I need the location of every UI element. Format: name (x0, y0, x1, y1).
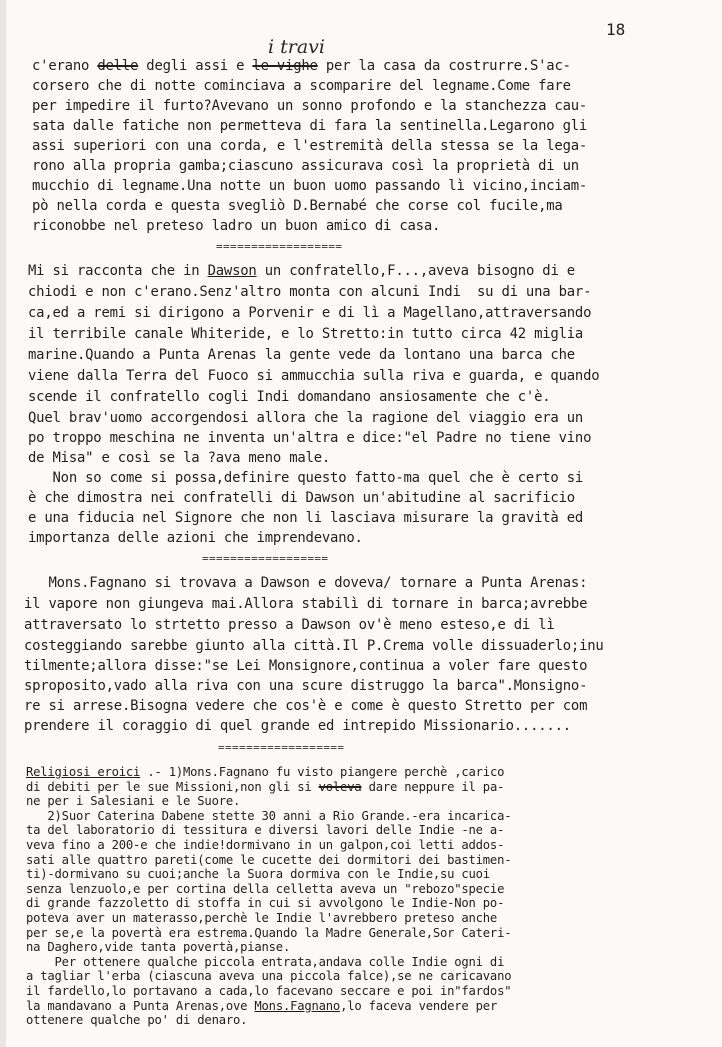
section-separator: ================== (202, 552, 329, 565)
text-line: il fardello,lo portavano a cada,lo facevano seccare e poi in"fardos" (26, 984, 512, 998)
text-line: ta del laboratorio di tessitura e diversi lavori delle Indie -ne a- (26, 823, 505, 838)
text-line: c'erano delle degli assi e le vighe per la casa da costrurre.S'ac- (32, 58, 571, 74)
text-line: ti)-dormivano su cuoi;anche la Suora dormiva con le Indie,su cuoi (26, 867, 490, 882)
text-line: importanza delle azioni che imprendevano. (28, 530, 363, 546)
text-line: re si arrese.Bisogna vedere che cos'è e come è questo Stretto per com (24, 698, 588, 714)
handwritten-insertion: i travi (268, 36, 325, 58)
text-line: per impedire il furto?Avevano un sonno profondo e la stanchezza cau- (32, 98, 588, 114)
text-line: marine.Quando a Punta Arenas la gente vede da lontano una barca che (28, 347, 575, 363)
underlined-name: Mons.Fagnano (254, 998, 341, 1013)
text-line: rono alla propria gamba;ciascuno assicurava così la proprietà di un (32, 158, 579, 174)
text-line: chiodi e non c'erano.Senz'altro monta con alcuni Indi su di una bar- (28, 284, 592, 300)
text-line: tilmente;allora disse:"se Lei Monsignore,continua a voler fare questo (24, 658, 588, 674)
text-line: ca,ed a remi si dirigono a Porvenir e di lì a Magellano,attraversando (28, 305, 592, 321)
text-line: sati alle quattro pareti(come le cucette dei dormitori dei bastimen- (26, 852, 512, 867)
section-title: Religiosi eroici (26, 765, 141, 779)
text-line: il terribile canale Whiteride, e lo Stretto:in tutto circa 42 miglia (28, 326, 584, 342)
text-line: la mandavano a Punta Arenas,ove Mons.Fagnano,lo faceva vendere per (26, 998, 498, 1013)
underlined-place-name: Dawson (207, 263, 257, 279)
text-line: a tagliar l'erba (ciascuna aveva una piccola falce),se ne caricavano (26, 969, 512, 984)
text-line: assi superiori con una corda, e l'estremità della stessa se la lega- (32, 138, 588, 154)
text-line: viene dalla Terra del Fuoco si ammucchia sulla riva e guarda, e quando (28, 368, 600, 384)
text-line: mucchio di legname.Una notte un buon uomo passando lì vicino,inciam- (32, 178, 588, 194)
text-line: de Misa" e così se la ?ava meno male. (28, 450, 331, 466)
text-line: poteva aver un materasso,perchè le Indie l'avrebbero preteso anche (26, 911, 498, 925)
text-line: Per ottenere qualche piccola entrata,andava colle Indie ogni di (26, 954, 505, 969)
struck-word: delle (97, 58, 139, 74)
text-line: 2)Suor Caterina Dabene stette 30 anni a Rio Grande.-era incarica- (26, 808, 512, 823)
text-line: senza lenzuolo,e per cortina della celletta aveva un "rebozo"specie (26, 881, 505, 896)
text-line: di debiti per le sue Missioni,non gli si voleva dare neppure il pa- (26, 779, 505, 794)
text-line: corsero che di notte cominciava a scomparire del legname.Come fare (32, 78, 571, 94)
struck-word: le vighe (252, 58, 318, 74)
text-line: ne per i Salesiani e le Suore. (26, 794, 241, 809)
text-line: Non so come si possa,definire questo fatto-ma quel che è certo si (28, 470, 584, 486)
text-line: Mons.Fagnano si trovava a Dawson e doveva/ tornare a Punta Arenas: (24, 575, 588, 591)
text-line: Quel brav'uomo accorgendosi allora che la ragione del viaggio era un (28, 410, 584, 426)
page-edge (0, 0, 6, 1047)
text-line: è che dimostra nei confratelli di Dawson un'abitudine al sacrificio (28, 490, 575, 506)
text-line: attraversato lo strtetto presso a Dawson ov'è meno esteso,e di lì (24, 617, 555, 633)
text-line: di grande fazzoletto di stoffa in cui si avvolgono le Indie-Non po- (26, 896, 505, 911)
text-line: veva fino a 200-e che indie!dormivano in un galpon,coi letti addos- (26, 838, 505, 852)
text-line: costeggiando sarebbe giunto alla città.Il P.Crema volle dissuaderlo;inu (24, 638, 604, 654)
text-line: Religiosi eroici .- 1)Mons.Fagnano fu visto piangere perchè ,carico (26, 765, 505, 779)
text-line: sproposito,vado alla riva con una scure distruggo la barca".Monsigno- (24, 678, 588, 694)
text-line: per se,e la povertà era estrema.Quando la Madre Generale,Sor Cateri- (26, 925, 512, 940)
text-line: riconobbe nel preteso ladro un buon amico di casa. (32, 218, 441, 234)
text-line: ottenere qualche po' di denaro. (26, 1013, 248, 1028)
section-separator: ================== (218, 741, 345, 754)
text-line: Mi si racconta che in Dawson un confratello,F...,aveva bisogno di e (28, 263, 575, 279)
text-line: sata dalle fatiche non permetteva di fara la sentinella.Legarono gli (32, 118, 588, 134)
text-line: po troppo meschina ne inventa un'altra e dice:"el Padre no tiene vino (28, 430, 592, 446)
text-line: prendere il coraggio di quel grande ed intrepido Missionario....... (24, 718, 571, 734)
text-line: pò nella corda e questa svegliò D.Bernabé che corse col fucile,ma (32, 198, 563, 214)
text-line: scende il confratello cogli Indi domandano ansiosamente che c'è. (28, 389, 551, 405)
text-line: e una fiducia nel Signore che non li lasciava misurare la gravità ed (28, 510, 584, 526)
section-separator: ================== (216, 240, 343, 253)
text-line: il vapore non giungeva mai.Allora stabilì di tornare in barca;avrebbe (24, 596, 588, 612)
page-number: 18 (606, 20, 626, 39)
struck-word: voleva (318, 779, 362, 794)
text-line: na Daghero,vide tanta povertà,pianse. (26, 940, 291, 955)
